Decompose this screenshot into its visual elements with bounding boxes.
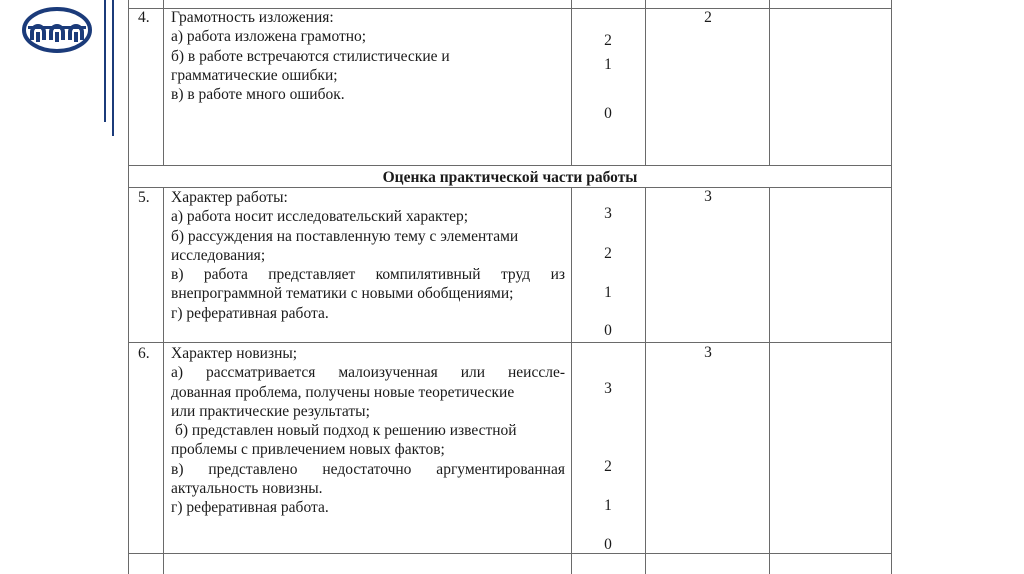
criterion-text: Грамотность изложения: а) работа изложена грамотно; б) в работе встречаются стилистические и грамматические ошибки; в) в работе много ошибок. xyxy=(171,9,450,104)
row-number: 5. xyxy=(138,189,150,206)
points-value: 1 xyxy=(604,284,612,301)
max-points: 2 xyxy=(704,9,712,26)
criterion-text: Характер новизны; а) рассматривается малоизученная или неиссле- дованная проблема, получены новые теоретические или практические результаты; б) представлен новый подход к решению известной проблемы с привлечением новых фактов; в) представлено недостаточно аргументированная актуальность новизны. г) реферативная работа. xyxy=(171,345,565,517)
criteria-table xyxy=(128,0,892,574)
section-title: Оценка практической части работы xyxy=(382,169,638,186)
criterion-text: Характер работы: а) работа носит исследовательский характер; б) рассуждения на поставленную тему с элементами исследования; в) работа представляет компилятивный труд из внепрограммной тематики с новыми обобщениями; г) реферативная работа. xyxy=(171,189,565,322)
max-points: 3 xyxy=(704,188,712,205)
points-value: 1 xyxy=(604,56,612,73)
points-value: 2 xyxy=(604,458,612,475)
points-value: 1 xyxy=(604,497,612,514)
row-number: 4. xyxy=(138,9,150,26)
logo-icon xyxy=(22,6,92,54)
points-value: 3 xyxy=(604,205,612,222)
row-number: 6. xyxy=(138,345,150,362)
points-value: 0 xyxy=(604,536,612,553)
points-value: 2 xyxy=(604,245,612,262)
decor-line xyxy=(104,0,106,122)
points-value: 0 xyxy=(604,105,612,122)
points-value: 3 xyxy=(604,380,612,397)
decor-line xyxy=(112,0,114,136)
max-points: 3 xyxy=(704,344,712,361)
points-value: 2 xyxy=(604,32,612,49)
points-value: 0 xyxy=(604,322,612,339)
